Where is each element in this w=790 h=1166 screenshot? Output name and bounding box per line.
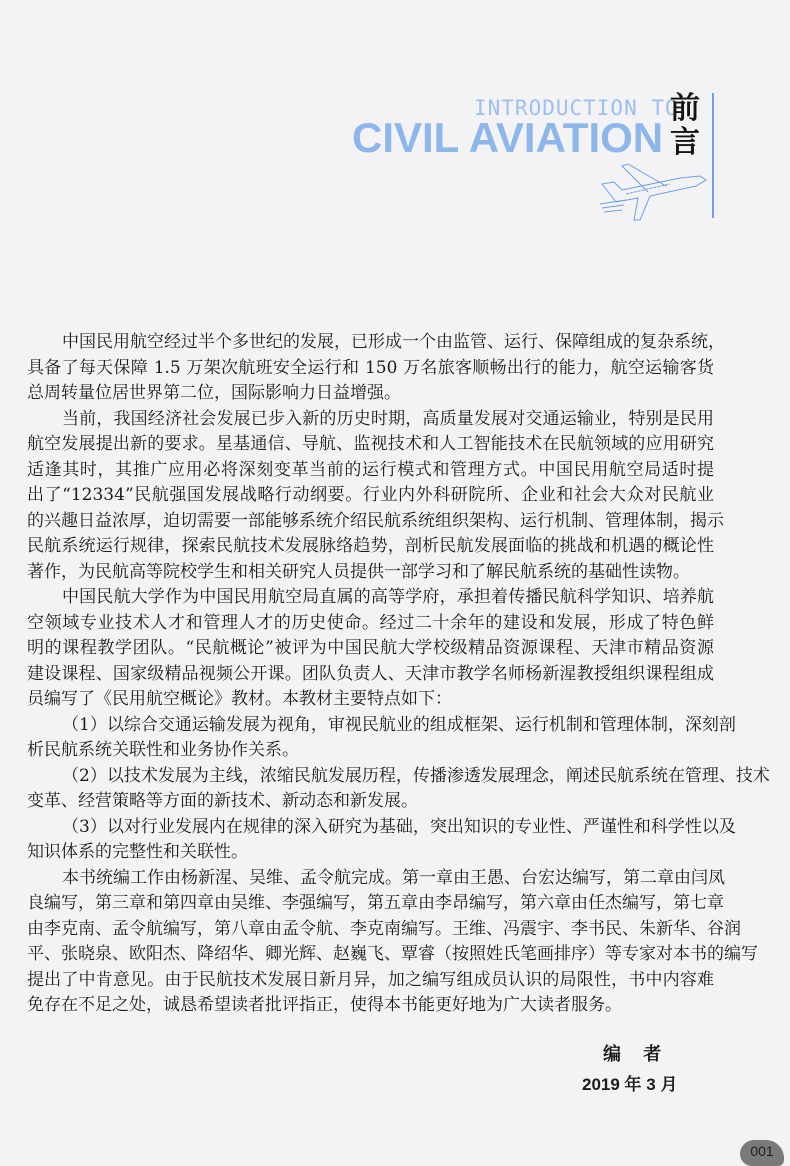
paragraph xyxy=(27,764,770,815)
text-line: 航空发展提出新的要求。星基通信、导航、监视技术和人工智能技术在民航领域的应用研究 xyxy=(27,434,714,454)
text-line: 出了“12334”民航强国发展战略行动纲要。行业内外科研院所、企业和社会大众对民航业 xyxy=(27,485,714,505)
header-divider xyxy=(712,93,714,218)
date: 2019 年 3 月 xyxy=(582,1075,678,1094)
title-char: 前 xyxy=(670,91,700,126)
text-line: 明的课程教学团队。“民航概论”被评为中国民航大学校级精品资源课程、天津市精品资源 xyxy=(27,638,714,658)
header-intro-text: INTRODUCTION TO xyxy=(474,96,679,120)
text-line: 本书统编工作由杨新湦、吴维、孟令航完成。第一章由王愚、台宏达编写，第二章由闫凤 xyxy=(62,867,725,888)
page-number-badge xyxy=(740,1140,784,1166)
text-line: （3）以对行业发展内在规律的深入研究为基础，突出知识的专业性、严谨性和科学性以及 xyxy=(62,816,736,837)
text-line: 由李克南、孟令航编写，第八章由孟令航、李克南编写。王维、冯震宇、李书民、朱新华、谷润 xyxy=(27,918,741,939)
text-line: 著作，为民航高等院校学生和相关研究人员提供一部学习和了解民航系统的基础性读物。 xyxy=(27,561,690,582)
text-line: 具备了每天保障 1.5 万架次航班安全运行和 150 万名旅客顺畅出行的能力，航空运输客货 xyxy=(27,357,714,378)
text-line: 的兴趣日益浓厚，迫切需要一部能够系统介绍民航系统组织架构、运行机制、管理体制，揭示 xyxy=(27,510,724,531)
text-line: 析民航系统关联性和业务协作关系。 xyxy=(27,740,299,760)
paragraph xyxy=(27,713,736,764)
text-line: 适逢其时，其推广应用必将深刻变革当前的运行模式和管理方式。中国民用航空局适时提 xyxy=(27,459,714,480)
page-number: 001 xyxy=(750,1143,774,1159)
text-line: 总周转量位居世界第二位，国际影响力日益增强。 xyxy=(27,383,401,403)
preface-body xyxy=(27,330,770,1019)
paragraph xyxy=(27,585,714,713)
page-title xyxy=(670,92,704,160)
paragraph xyxy=(27,330,725,407)
text-line: 变革、经营策略等方面的新技术、新动态和新发展。 xyxy=(27,791,418,811)
text-line: 中国民航大学作为中国民用航空局直属的高等学府，承担着传播民航科学知识、培养航 xyxy=(62,587,714,607)
text-line: 空领域专业技术人才和管理人才的历史使命。经过二十余年的建设和发展，形成了特色鲜 xyxy=(27,612,714,633)
text-line: 免存在不足之处，诚恳希望读者批评指正，使得本书能更好地为广大读者服务。 xyxy=(27,995,622,1015)
paragraph xyxy=(27,866,758,1019)
header-brand-text: CIVIL AVIATION xyxy=(352,114,664,161)
text-line: 提出了中肯意见。由于民航技术发展日新月异，加之编写组成员认识的局限性，书中内容难 xyxy=(27,969,714,990)
text-line: 员编写了《民用航空概论》教材。本教材主要特点如下： xyxy=(27,689,452,709)
text-line: 中国民用航空经过半个多世纪的发展，已形成一个由监管、运行、保障组成的复杂系统， xyxy=(62,332,725,352)
paragraph xyxy=(27,407,724,586)
text-line: 民航系统运行规律，探索民航技术发展脉络趋势，剖析民航发展面临的挑战和机遇的概论性 xyxy=(27,536,714,556)
text-line: 知识体系的完整性和关联性。 xyxy=(27,842,248,862)
text-line: （1）以综合交通运输发展为视角，审视民航业的组成框架、运行机制和管理体制，深刻剖 xyxy=(62,714,736,735)
text-line: 建设课程、国家级精品视频公开课。团队负责人、天津市教学名师杨新湦教授组织课程组成 xyxy=(27,663,714,684)
text-line: 良编写，第三章和第四章由吴维、李强编写，第五章由李昂编写，第六章由任杰编写，第七章 xyxy=(27,893,724,913)
paragraph xyxy=(27,815,736,866)
title-char: 言 xyxy=(670,125,700,160)
text-line: （2）以技术发展为主线，浓缩民航发展历程，传播渗透发展理念，阐述民航系统在管理、技术 xyxy=(62,765,770,786)
signature: 编 者 xyxy=(603,1044,670,1065)
airplane-icon xyxy=(600,162,708,222)
text-line: 当前，我国经济社会发展已步入新的历史时期，高质量发展对交通运输业，特别是民用 xyxy=(62,408,714,429)
text-line: 平、张晓泉、欧阳杰、降绍华、卿光辉、赵巍飞、覃睿（按照姓氏笔画排序）等专家对本书的编写 xyxy=(27,944,758,964)
